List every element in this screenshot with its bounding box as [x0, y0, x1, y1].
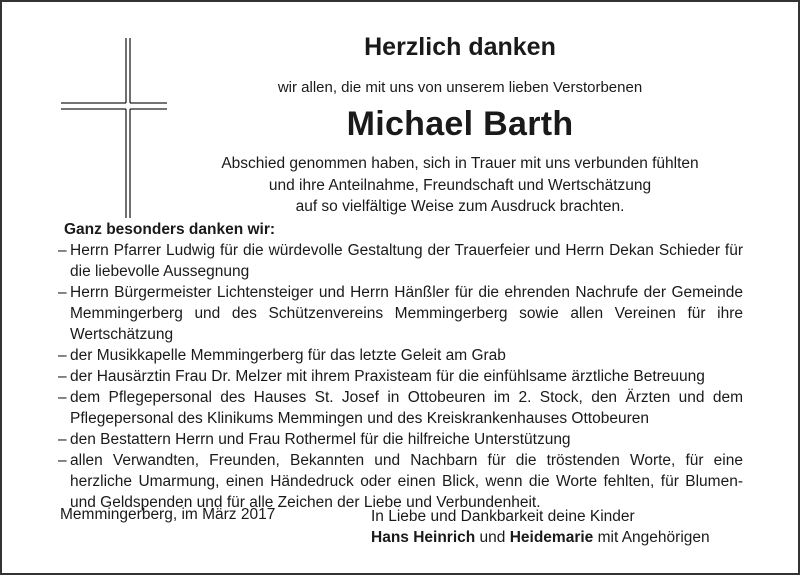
farewell-line: auf so vielfältige Weise zum Ausdruck brachten.: [295, 198, 625, 215]
place-date: Memmingerberg, im März 2017: [60, 506, 276, 523]
conjunction: und: [475, 529, 510, 546]
farewell-line: und ihre Anteilnahme, Freundschaft und Wertschätzung: [268, 176, 652, 194]
deceased-name: Michael Barth: [346, 105, 574, 143]
thanks-item: – der Hausärztin Frau Dr. Melzer mit ihrem Praxisteam für die einfühlsame ärztliche Betreuung: [58, 366, 743, 387]
farewell-line: Abschied genommen haben, sich in Trauer mit uns verbunden fühlten: [221, 155, 699, 172]
thanks-item: – der Musikkapelle Memmingerberg für das letzte Geleit am Grab: [58, 345, 743, 366]
closing-line: In Liebe und Dankbarkeit deine Kinder: [371, 508, 635, 525]
signer-name: Hans Heinrich: [371, 529, 476, 546]
closing-names: [371, 527, 710, 548]
notice-title: Herzlich danken: [364, 33, 556, 61]
closing-signature: [371, 506, 710, 548]
intro-line: wir allen, die mit uns von unserem lieben Verstorbenen: [277, 79, 643, 96]
thanks-list: [58, 240, 743, 513]
closing-suffix: mit Angehörigen: [593, 529, 710, 546]
thanks-item: – Herrn Bürgermeister Lichtensteiger und Herrn Hänßler für die ehrenden Nachrufe der Gemeinde Memmingerberg und des Schützenvereins Memmingerberg sowie allen Vereinen für ihre Wertschätzung: [58, 282, 743, 345]
thanks-item: – allen Verwandten, Freunden, Bekannten und Nachbarn für die tröstenden Worte, für eine herzliche Umarmung, einen Händedruck oder einen Blick, wenn die Worte fehlten, für Blumen- und Geldspenden und für alle Zeichen der Liebe und Verbundenheit.: [58, 450, 743, 513]
special-thanks-heading: Ganz besonders danken wir:: [64, 221, 276, 238]
signer-name: Heidemarie: [509, 529, 594, 546]
thanks-item: – Herrn Pfarrer Ludwig für die würdevolle Gestaltung der Trauerfeier und Herrn Dekan Schieder für die liebevolle Aussegnung: [58, 240, 743, 282]
thanks-item: – den Bestattern Herrn und Frau Rothermel für die hilfreiche Unterstützung: [58, 429, 743, 450]
thanks-item: – dem Pflegepersonal des Hauses St. Josef in Ottobeuren im 2. Stock, den Ärzten und dem Pflegepersonal des Klinikums Memmingen und des Kreiskrankenhauses Ottobeuren: [58, 387, 743, 429]
cross-icon: [55, 38, 170, 218]
farewell-text: [170, 153, 750, 218]
